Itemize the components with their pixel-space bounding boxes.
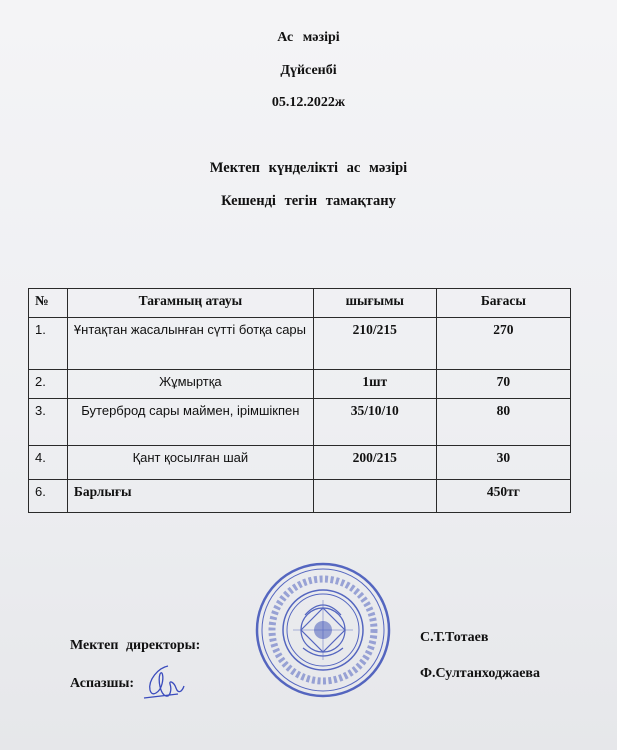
total-label: Барлығы: [67, 480, 313, 513]
dish-name: Жұмыртқа: [67, 370, 313, 399]
menu-table: [28, 288, 571, 513]
col-price-header: Бағасы: [436, 289, 570, 318]
row-number: 4.: [29, 446, 68, 480]
dish-name: Ұнтақтан жасалынған сүтті ботқа сары: [67, 318, 313, 370]
cook-name: Ф.Султанходжаева: [420, 666, 540, 681]
dish-name: Қант қосылған шай: [67, 446, 313, 480]
dish-price: 70: [436, 370, 570, 399]
official-stamp-icon: [253, 560, 393, 700]
total-yield: [313, 480, 436, 513]
row-number: 6.: [29, 480, 68, 513]
table-header-row: [29, 289, 571, 318]
director-name: С.Т.Тотаев: [420, 630, 489, 645]
col-number-header: №: [29, 289, 68, 318]
dish-price: 80: [436, 399, 570, 446]
subtitle-free-meals: Кешенді тегін тамақтану: [221, 193, 396, 209]
document-title: Ас мәзірі: [277, 30, 340, 45]
dish-price: 30: [436, 446, 570, 480]
dish-name: Бутерброд сары маймен, ірімшікпен: [67, 399, 313, 446]
row-number: 1.: [29, 318, 68, 370]
table-total-row: [29, 480, 571, 513]
table-row: [29, 370, 571, 399]
dish-yield: 35/10/10: [313, 399, 436, 446]
dish-yield: 200/215: [313, 446, 436, 480]
table-row: [29, 318, 571, 370]
subtitle-daily-menu: Мектеп күнделікті ас мәзірі: [209, 160, 408, 176]
cook-label: Аспазшы:: [70, 676, 135, 691]
col-dish-name-header: Тағамның атауы: [67, 289, 313, 318]
row-number: 2.: [29, 370, 68, 399]
dish-yield: 1шт: [313, 370, 436, 399]
total-price: 450тг: [436, 480, 570, 513]
document-date: 05.12.2022ж: [271, 95, 346, 110]
dish-yield: 210/215: [313, 318, 436, 370]
table-row: [29, 446, 571, 480]
table-row: [29, 399, 571, 446]
day-of-week: Дүйсенбі: [280, 63, 337, 78]
director-label: Мектеп директоры:: [70, 638, 201, 653]
col-yield-header: шығымы: [313, 289, 436, 318]
signature-icon: [140, 660, 188, 702]
dish-price: 270: [436, 318, 570, 370]
row-number: 3.: [29, 399, 68, 446]
